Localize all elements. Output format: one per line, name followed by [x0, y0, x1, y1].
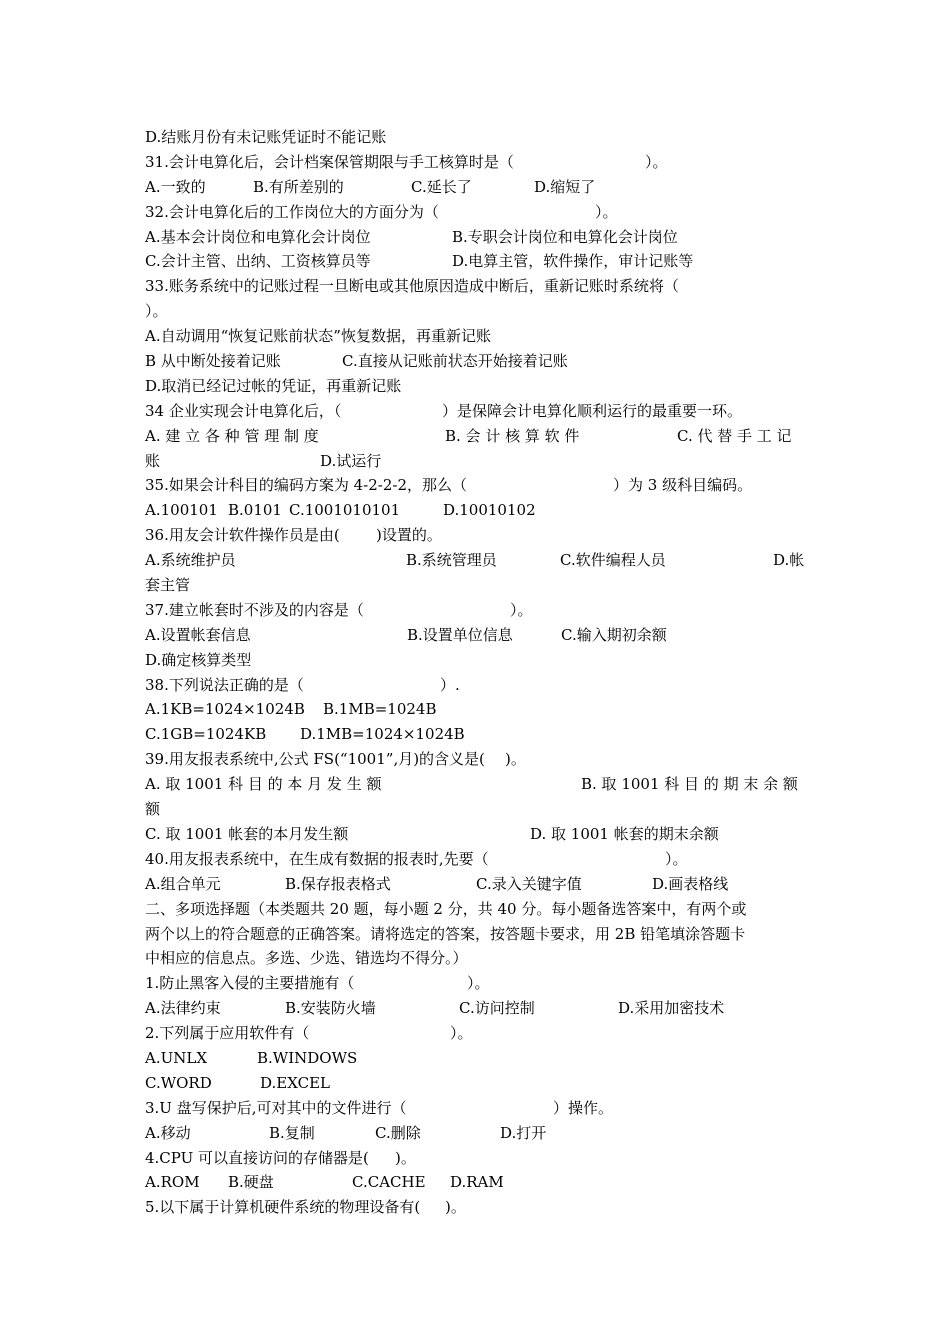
options-line: A.移动 B.复制 C.删除 D.打开 — [145, 1123, 547, 1142]
question-40: 40.用友报表系统中，在生成有数据的报表时,先要（ ）。 — [145, 849, 688, 868]
section-heading: 二、多项选择题（本类题共 20 题，每小题 2 分，共 40 分。每小题备选答案中，有两个或 — [145, 899, 747, 918]
options-line: B 从中断处接着记账 C.直接从记账前状态开始接着记账 — [145, 352, 568, 371]
options-line: C.会计主管、出纳、工资核算员等 D.电算主管，软件操作，审计记账等 — [145, 252, 694, 271]
question-38: 38.下列说法正确的是（ ）. — [145, 675, 460, 694]
text-line: 套主管 — [145, 576, 191, 595]
options-line: A. 取 1001 科 目 的 本 月 发 生 额 B. 取 1001 科 目 的 期 末 余 额 — [145, 775, 798, 794]
options-line: D.取消已经记过帐的凭证，再重新记账 — [145, 376, 402, 395]
section-instructions: 两个以上的符合题意的正确答案。请将选定的答案，按答题卡要求，用 2B 铅笔填涂答题卡 — [145, 924, 746, 943]
text-line: 额 — [145, 800, 161, 819]
options-line: C.1GB=1024KB D.1MB=1024×1024B — [145, 725, 465, 744]
options-line: A.自动调用“恢复记账前状态”恢复数据，再重新记账 — [145, 327, 491, 346]
options-line: A.一致的 B.有所差别的 C.延长了 D.缩短了 — [145, 177, 596, 196]
section-instructions: 中相应的信息点。多选、少选、错选均不得分。） — [145, 949, 468, 968]
options-line: A. 建 立 各 种 管 理 制 度 B. 会 计 核 算 软 件 C. 代 替 手 工 记 — [145, 426, 792, 445]
question-m3: 3.U 盘写保护后,可对其中的文件进行（ ）操作。 — [145, 1098, 614, 1117]
question-39: 39.用友报表系统中,公式 FS(“1001”,月)的含义是( )。 — [145, 750, 526, 769]
options-line: A.ROM B.硬盘 C.CACHE D.RAM — [145, 1173, 504, 1192]
options-line: A.基本会计岗位和电算化会计岗位 B.专职会计岗位和电算化会计岗位 — [145, 227, 678, 246]
options-line: 账 D.试运行 — [145, 451, 382, 470]
options-line: A.法律约束 B.安装防火墙 C.访问控制 D.采用加密技术 — [145, 999, 725, 1018]
options-line: D.确定核算类型 — [145, 650, 252, 669]
question-37: 37.建立帐套时不涉及的内容是（ ）。 — [145, 600, 533, 619]
question-32: 32.会计电算化后的工作岗位大的方面分为（ ）。 — [145, 202, 618, 221]
question-m2: 2.下列属于应用软件有（ ）。 — [145, 1024, 473, 1043]
question-36: 36.用友会计软件操作员是由( )设置的。 — [145, 526, 442, 545]
text-line: ）。 — [145, 302, 168, 321]
options-line: A.设置帐套信息 B.设置单位信息 C.输入期初余额 — [145, 625, 667, 644]
document-content — [145, 125, 807, 1220]
question-m1: 1.防止黑客入侵的主要措施有（ ）。 — [145, 974, 490, 993]
text-line: D.结账月份有未记账凭证时不能记账 — [145, 128, 387, 146]
question-34: 34 企业实现会计电算化后，（ ）是保障会计电算化顺利运行的最重要一环。 — [145, 401, 743, 420]
question-m5: 5.以下属于计算机硬件系统的物理设备有( )。 — [145, 1198, 466, 1217]
options-line: A.系统维护员 B.系统管理员 C.软件编程人员 D.帐 — [145, 551, 805, 570]
options-line: A.100101 B.0101 C.1001010101 D.10010102 — [145, 501, 536, 520]
options-line: A.1KB=1024×1024B B.1MB=1024B — [145, 700, 437, 719]
options-line: A.组合单元 B.保存报表格式 C.录入关键字值 D.画表格线 — [145, 874, 729, 893]
options-line: C. 取 1001 帐套的本月发生额 D. 取 1001 帐套的期末余额 — [145, 824, 719, 843]
question-m4: 4.CPU 可以直接访问的存储器是( )。 — [145, 1148, 416, 1167]
question-33: 33.账务系统中的记账过程一旦断电或其他原因造成中断后，重新记账时系统将（ — [145, 277, 679, 296]
question-35: 35.如果会计科目的编码方案为 4-2-2-2，那么（ ）为 3 级科目编码。 — [145, 476, 753, 495]
options-line: A.UNLX B.WINDOWS — [145, 1048, 358, 1067]
question-31: 31.会计电算化后，会计档案保管期限与手工核算时是（ ）。 — [145, 152, 668, 171]
options-line: C.WORD D.EXCEL — [145, 1073, 331, 1092]
